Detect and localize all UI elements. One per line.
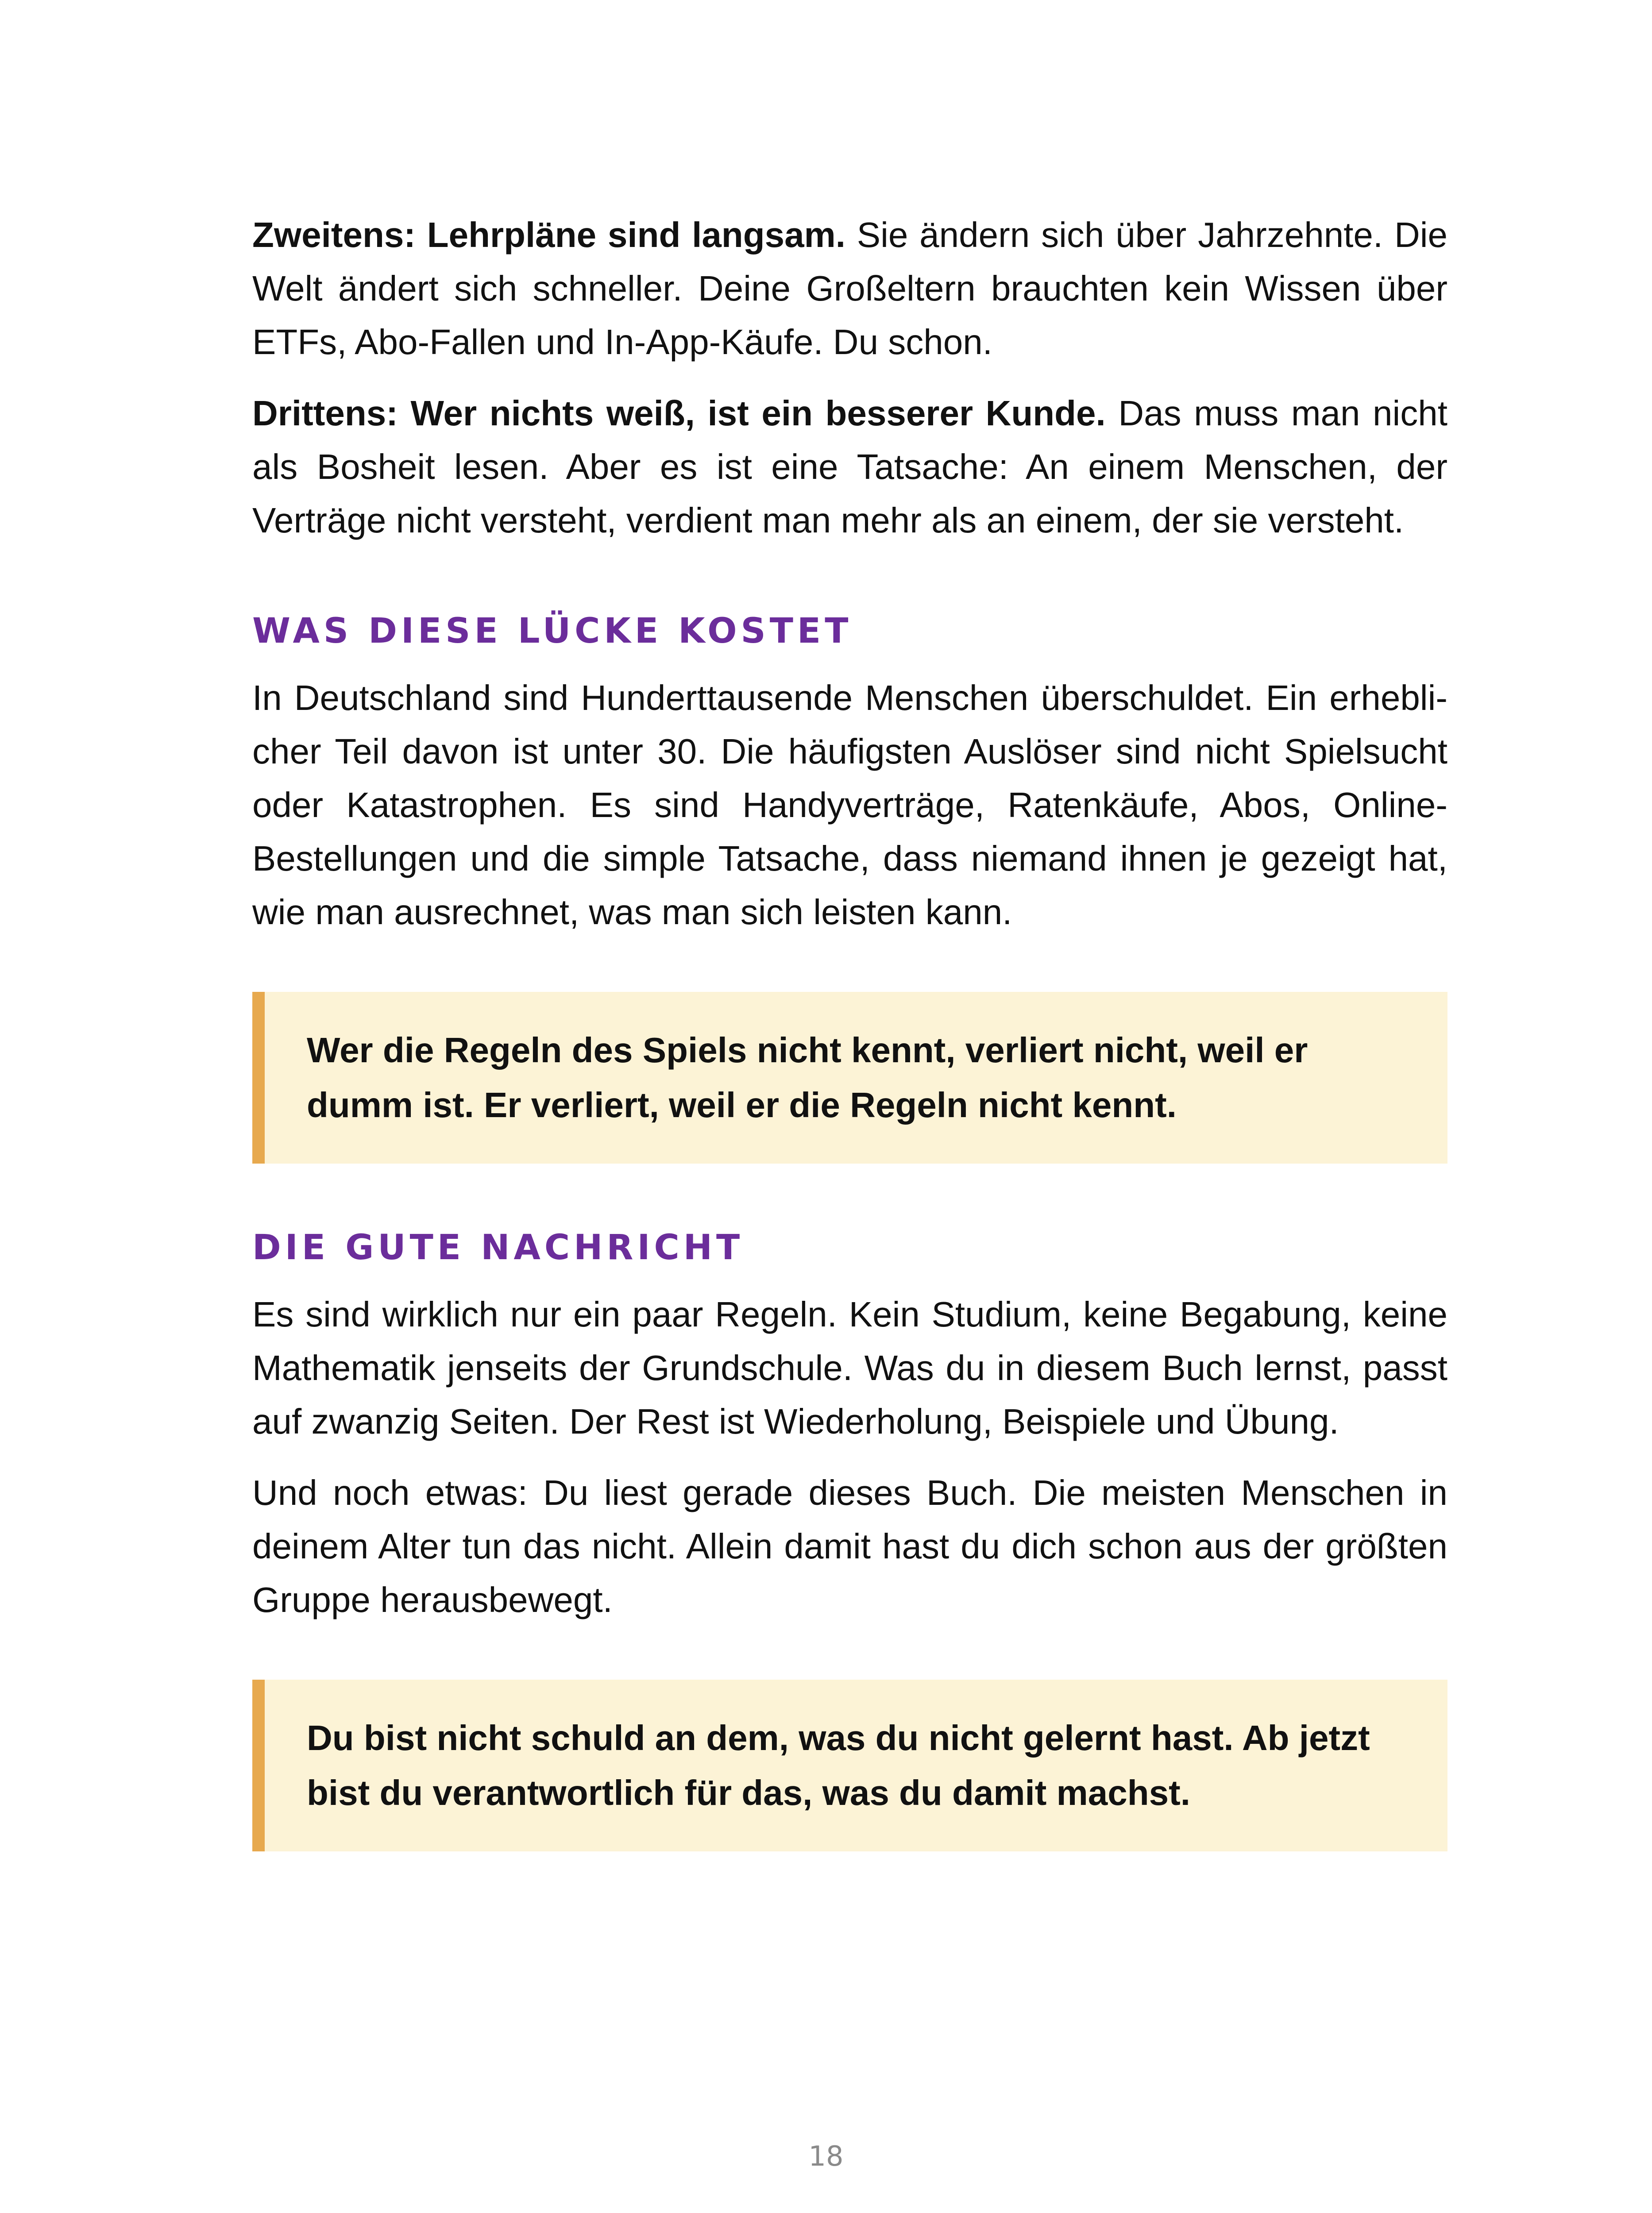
- paragraph-lead: Zweitens: Lehrpläne sind langsam.: [252, 215, 845, 254]
- page-content: [252, 208, 1447, 1851]
- paragraph-drittens: [252, 386, 1447, 547]
- section-heading-kosten: WAS DIESE LÜCKE KOSTET: [252, 611, 853, 651]
- paragraph-text: Das muss man nicht als Bosheit lesen. Aber es ist eine Tatsache: An einem Menschen, der Verträge nicht versteht, verdient man mehr als an einem, der sie versteht.: [252, 393, 1448, 540]
- section-heading-nachricht: DIE GUTE NACHRICHT: [252, 1228, 744, 1268]
- callout-box: [252, 1680, 1447, 1851]
- paragraph-text: Sie ändern sich über Jahrzehnte. Die Welt ändert sich schneller. Deine Großeltern brauchten kein Wissen über ETFs, Abo-Fallen und In-App-Käufe. Du schon.: [252, 215, 1447, 362]
- paragraph-regeln: Es sind wirklich nur ein paar Regeln. Kein Studium, keine Begabung, keine Mathematik jenseits der Grundschule. Was du in diesem Buch lernst, passt auf zwanzig Seiten. Der Rest ist Wiederholung, Beispiele und Übung.: [252, 1295, 1447, 1441]
- paragraph-noch-etwas: Und noch etwas: Du liest gerade dieses Buch. Die meisten Menschen in deinem Alter tun das nicht. Allein damit hast du dich schon aus der größten Gruppe herausbewegt.: [252, 1473, 1447, 1619]
- paragraph-zweitens: [252, 208, 1447, 369]
- callout-box: [252, 992, 1447, 1164]
- page-number: 18: [808, 2140, 844, 2172]
- paragraph-lead: Drittens: Wer nichts weiß, ist ein besserer Kunde.: [252, 393, 1106, 433]
- paragraph-deutschland: In Deutschland sind Hunderttausende Menschen überschuldet. Ein erheblicher Teil davon ist unter 30. Die häufigsten Auslöser sind nicht Spielsucht oder Katastrophen. Es sind Handyverträge, Ratenkäufe, Abos, Online-Bestellungen und die simple Tatsache, dass niemand ihnen je gezeigt hat, wie man ausrechnet, was man sich leisten kann.: [252, 678, 1447, 932]
- callout-text: Du bist nicht schuld an dem, was du nicht gelernt hast. Ab jetzt bist du verantwortlich für das, was du damit machst.: [307, 1718, 1370, 1812]
- callout-text: Wer die Regeln des Spiels nicht kennt, verliert nicht, weil er dumm ist. Er verliert, weil er die Regeln nicht kennt.: [307, 1030, 1308, 1125]
